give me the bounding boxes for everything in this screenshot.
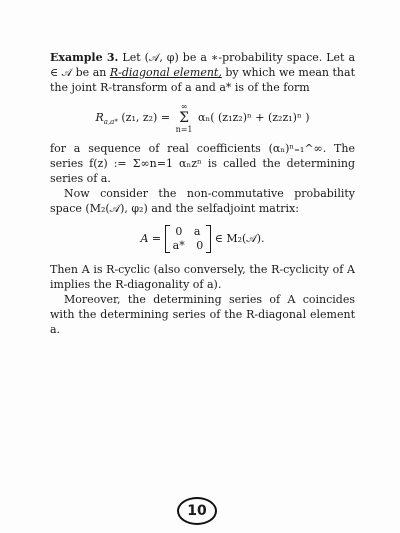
eq1-summation [176, 102, 193, 134]
definition-text-start: Let (𝒜, φ) be a ∗-probability space. Let a ∈ 𝒜 be an [50, 51, 356, 79]
eq1-sum-sign: Σ [179, 110, 189, 126]
eq2-lhs: A = [140, 232, 162, 245]
paragraph-conclusion: Moreover, the determining series of A coincides with the determining series of the R-diagonal element a. [50, 293, 355, 336]
equation-matrix [50, 225, 355, 253]
eq1-args: (z₁, z₂) = [121, 111, 171, 124]
paragraph-coefficients: for a sequence of real coefficients (αₙ)ⁿ₌₁^∞. The series f(z) := Σ∞n=1 αₙzⁿ is called the determining series of a. [50, 142, 355, 185]
page-body [50, 50, 355, 337]
eq1-sum-lower: n=1 [175, 125, 193, 134]
eq1-rhs: αₙ( (z₁z₂)ⁿ + (z₂z₁)ⁿ ) [198, 111, 310, 124]
defined-term: R-diagonal element, [109, 66, 222, 79]
eq2-rhs: ∈ M₂(𝒜). [214, 232, 265, 245]
example-heading: Example 3. [50, 51, 119, 64]
paragraph-r-cyclic: Then A is R-cyclic (also conversely, the R-cyclicity of A implies the R-diagonality of a). [50, 263, 355, 291]
matrix [165, 225, 212, 253]
equation-r-transform [50, 102, 355, 134]
eq1-subscript: a,a* [103, 118, 118, 127]
page-number: 10 [177, 497, 217, 525]
matrix-right-bracket [206, 225, 211, 253]
definition-text-end: by which we mean that the joint R-transform of a and a* is of the form [50, 66, 355, 94]
matrix-left-bracket [165, 225, 170, 253]
paragraph-definition [50, 50, 355, 95]
matrix-row-1: 0 a [175, 225, 201, 238]
eq1-sum-upper: ∞ [180, 102, 188, 111]
matrix-row-2: a* 0 [172, 239, 204, 252]
eq1-lhs: R [95, 111, 104, 124]
paragraph-matrix-intro: Now consider the non-commutative probability space (M₂(𝒜), φ₂) and the selfadjoint matrix: [50, 187, 355, 215]
